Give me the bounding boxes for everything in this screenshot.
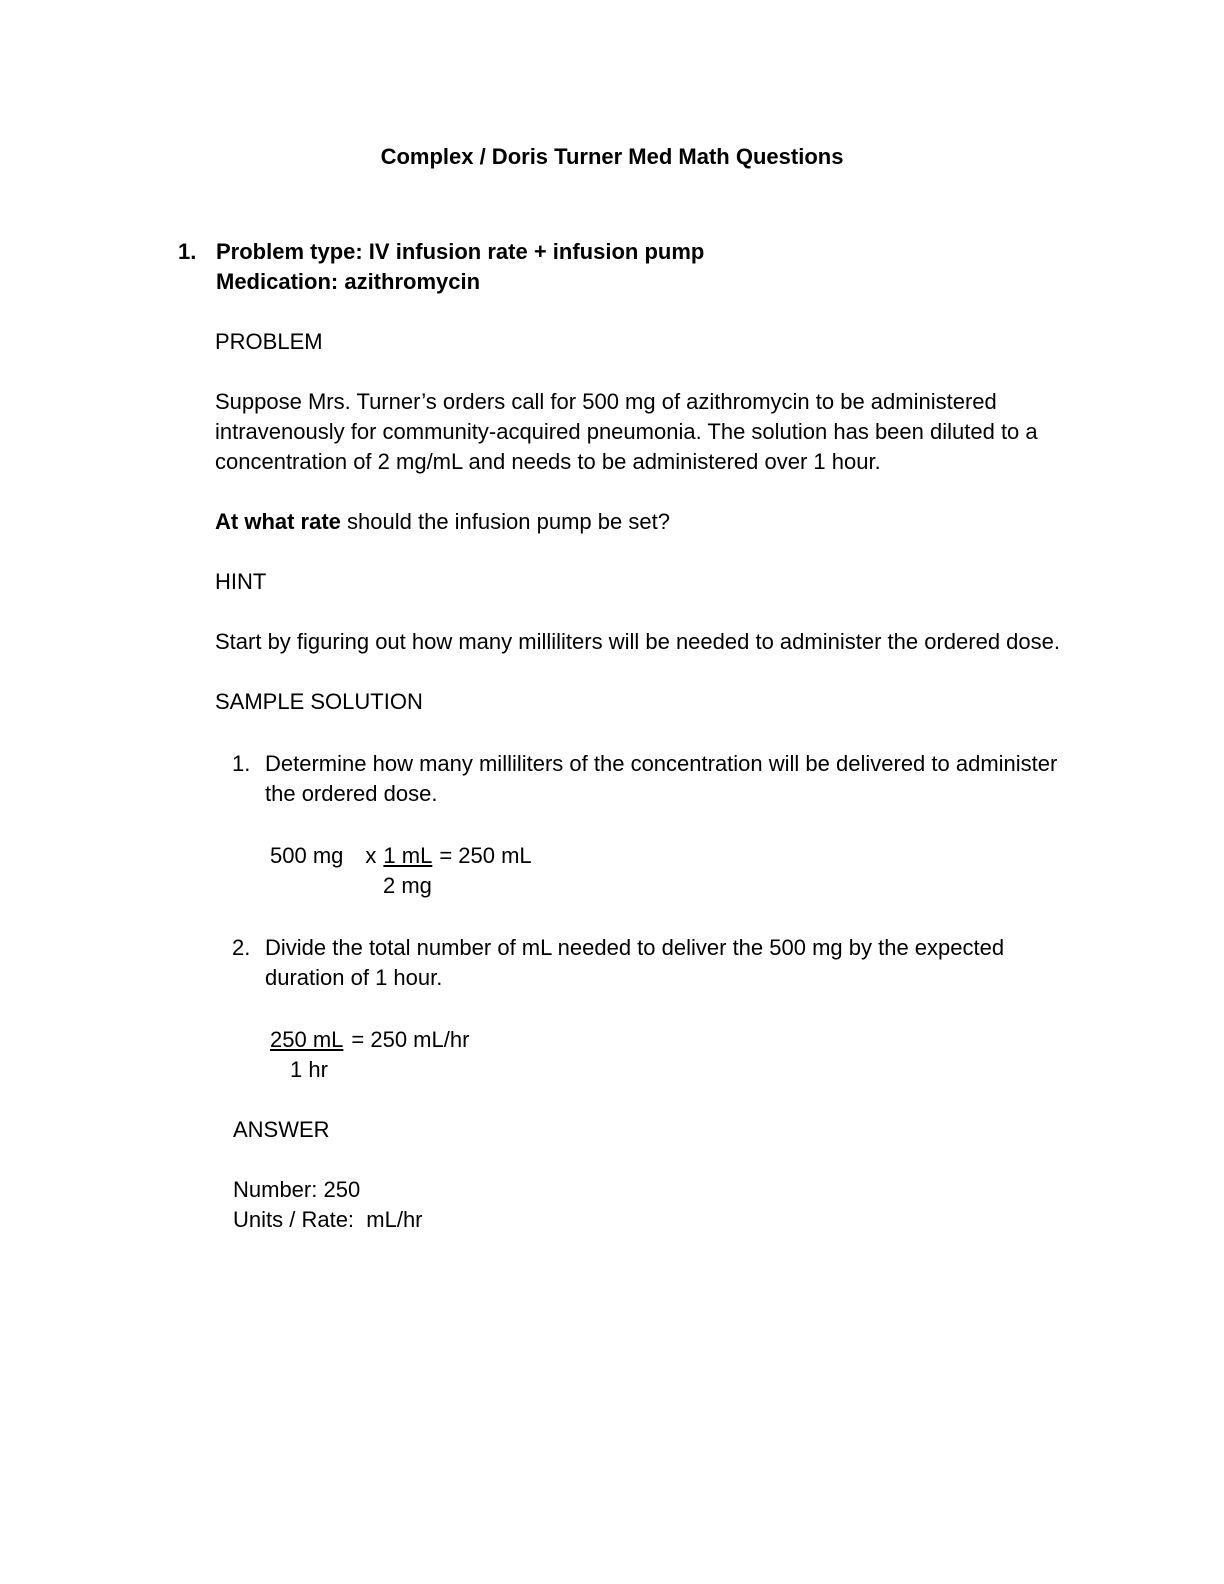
- paragraph-line: Suppose Mrs. Turner’s orders call for 500 mg of azithromycin to be administered: [215, 389, 997, 414]
- equation-1-line-1: [270, 841, 1224, 871]
- equation-2-line-2: [270, 1055, 1224, 1085]
- problem-label: PROBLEM: [215, 329, 323, 354]
- equation-numerator: 250 mL: [270, 1027, 344, 1052]
- equation-numerator: 1 mL: [383, 843, 433, 868]
- hint-text: Start by figuring out how many milliliters will be needed to administer the ordered dose.: [215, 629, 1060, 654]
- answer-block: [233, 1175, 1224, 1235]
- step-text: [265, 933, 1004, 993]
- prompt-bold-text: At what rate: [215, 509, 341, 534]
- equation-1: [270, 841, 1224, 901]
- question-heading-line-1: Problem type: IV infusion rate + infusion pump: [216, 239, 705, 264]
- equation-2-line-1: [270, 1025, 1224, 1055]
- answer-label: ANSWER: [233, 1117, 330, 1142]
- equation-2: [270, 1025, 1224, 1085]
- prompt-rest-text: should the infusion pump be set?: [340, 509, 670, 534]
- equation-operator: x: [365, 843, 377, 868]
- equation-denominator: 1 hr: [290, 1057, 328, 1082]
- step-line: Divide the total number of mL needed to deliver the 500 mg by the expected: [265, 935, 1005, 960]
- question-item: [178, 237, 1224, 297]
- question-heading: [216, 237, 704, 297]
- sample-solution-label: SAMPLE SOLUTION: [215, 689, 423, 714]
- question-number: 1.: [178, 239, 197, 264]
- solution-step-1: [232, 749, 1224, 809]
- paragraph-line: intravenously for community-acquired pneumonia. The solution has been diluted to a: [215, 419, 1038, 444]
- step-text: [265, 749, 1057, 809]
- answer-number-line: Number: 250: [233, 1177, 361, 1202]
- step-number: 2.: [232, 935, 251, 960]
- problem-paragraph: [215, 387, 1224, 477]
- step-line: Determine how many milliliters of the concentration will be delivered to administer: [265, 751, 1058, 776]
- solution-step-2: [232, 933, 1224, 993]
- question-heading-line-2: Medication: azithromycin: [216, 269, 481, 294]
- paragraph-line: concentration of 2 mg/mL and needs to be administered over 1 hour.: [215, 449, 881, 474]
- equation-denominator: 2 mg: [383, 873, 432, 898]
- equation-1-line-2: [270, 871, 1224, 901]
- equation-lhs: 500 mg: [270, 843, 344, 868]
- step-line: duration of 1 hour.: [265, 965, 443, 990]
- prompt-line: [215, 507, 1224, 537]
- equation-result: = 250 mL: [439, 843, 532, 868]
- hint-label: HINT: [215, 569, 267, 594]
- equation-result: = 250 mL/hr: [351, 1027, 470, 1052]
- answer-units-line: Units / Rate: mL/hr: [233, 1207, 423, 1232]
- step-line: the ordered dose.: [265, 781, 438, 806]
- page-title: Complex / Doris Turner Med Math Questions: [380, 144, 844, 169]
- step-number: 1.: [232, 751, 251, 776]
